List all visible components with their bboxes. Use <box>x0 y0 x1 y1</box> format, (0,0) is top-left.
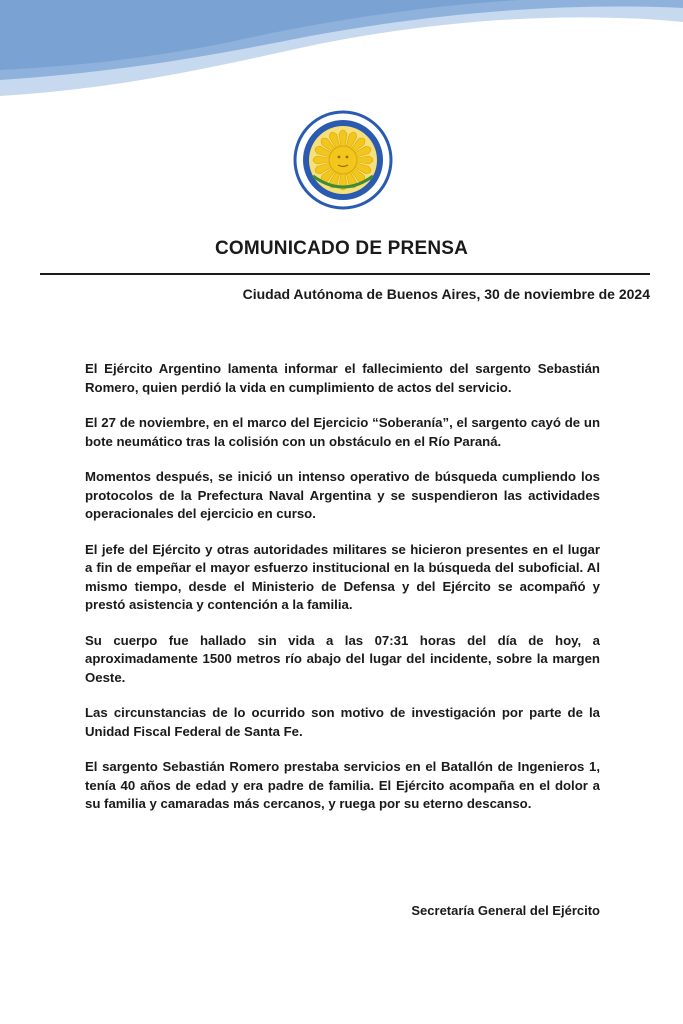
dateline: Ciudad Autónoma de Buenos Aires, 30 de noviembre de 2024 <box>242 286 650 302</box>
paragraph: El Ejército Argentino lamenta informar el fallecimiento del sargento Sebastián Romero, quien perdió la vida en cumplimiento de actos del servicio. <box>85 361 600 395</box>
paragraph: El 27 de noviembre, en el marco del Ejercicio “Soberanía”, el sargento cayó de un bote neumático tras la colisión con un obstáculo en el Río Paraná. <box>85 415 600 449</box>
signature: Secretaría General del Ejército <box>411 903 600 918</box>
header-wave-decoration <box>0 0 683 110</box>
title-divider <box>40 273 650 275</box>
press-release-body <box>85 360 600 831</box>
paragraph: Las circunstancias de lo ocurrido son motivo de investigación por parte de la Unidad Fiscal Federal de Santa Fe. <box>85 705 600 739</box>
paragraph: Su cuerpo fue hallado sin vida a las 07:31 horas del día de hoy, a aproximadamente 1500 metros río abajo del lugar del incidente, sobre la margen Oeste. <box>85 632 600 685</box>
paragraph: Momentos después, se inició un intenso operativo de búsqueda cumpliendo los protocolos de la Prefectura Naval Argentina y se suspendieron las actividades operacionales del ejercicio en curso. <box>85 469 600 521</box>
paragraph: El sargento Sebastián Romero prestaba servicios en el Batallón de Ingenieros 1, tenía 40 años de edad y era padre de familia. El Ejército acompaña en el dolor a su familia y camaradas más cercanos, y ruega por su eterno descanso. <box>85 759 600 811</box>
paragraph: El jefe del Ejército y otras autoridades militares se hicieron presentes en el lugar a fin de empeñar el mayor esfuerzo institucional en la búsqueda del suboficial. Al mismo tiempo, desde el Ministerio de Defensa y del Ejército se acompañó y prestó asistencia y contención a la familia. <box>85 541 600 612</box>
page-title: COMUNICADO DE PRENSA <box>214 238 469 259</box>
army-emblem-logo <box>293 110 393 210</box>
